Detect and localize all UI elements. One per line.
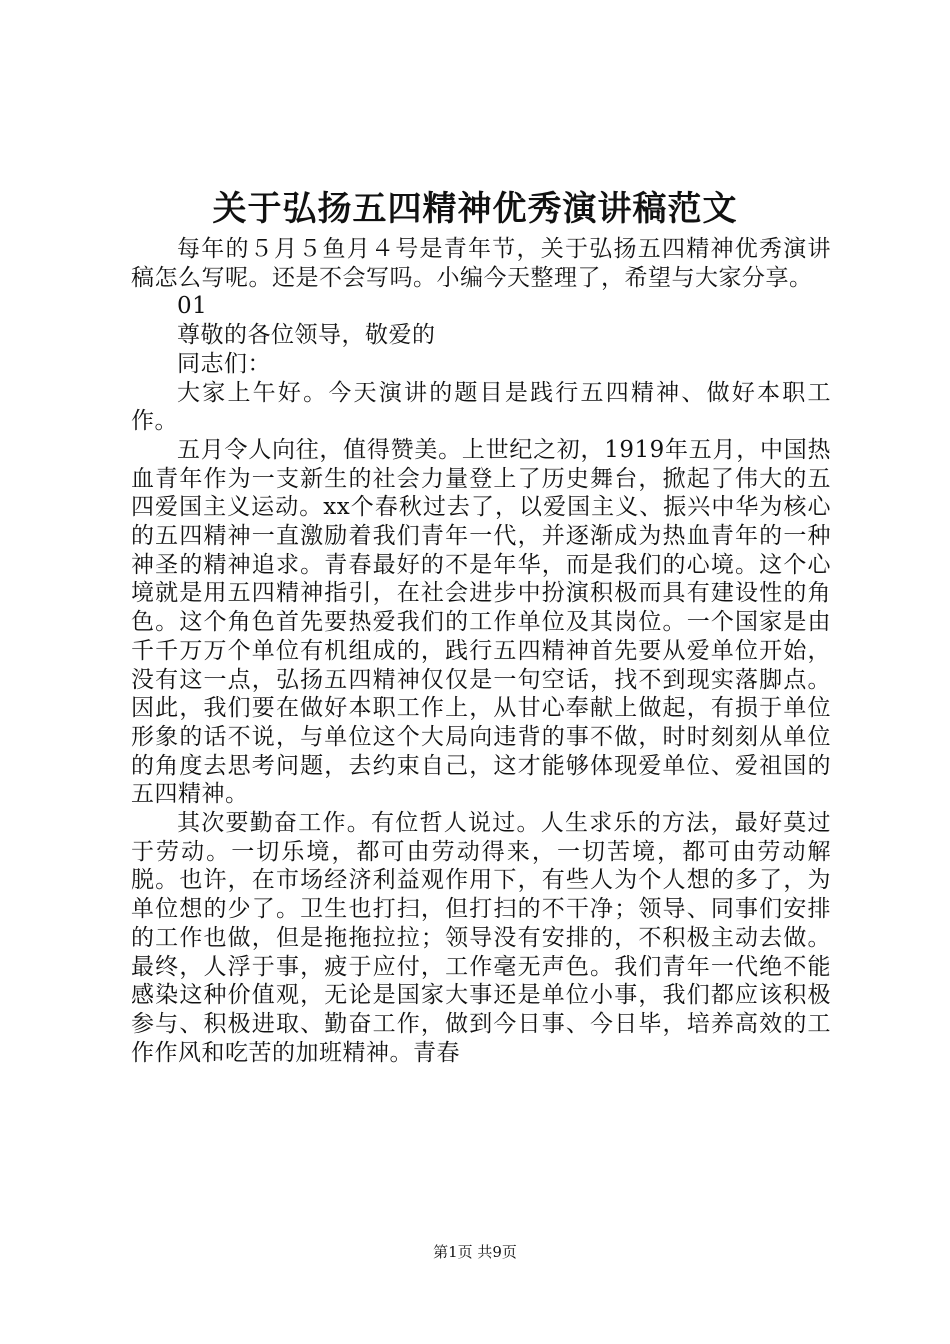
paragraph-diligence: 其次要勤奋工作。有位哲人说过。人生求乐的方法，最好莫过于劳动。一切乐境，都可由劳动得来，一切苦境，都可由劳动解脱。也许，在市场经济利益观作用下，有些人为个人想的多了，为单位想的少了。卫生也打扫，但打扫的不干净；领导、同事们安排的工作也做，但是拖拖拉拉；领导没有安排的，不积极主动去做。最终，人浮于事，疲于应付，工作毫无声色。我们青年一代绝不能感染这种价值观，无论是国家大事还是单位小事，我们都应该积极参与、积极进取、勤奋工作，做到今日事、今日毕，培养高效的工作作风和吃苦的加班精神。青春 — [131, 810, 831, 1066]
document-title: 关于弘扬五四精神优秀演讲稿范文 — [212, 189, 738, 229]
paragraph-greeting: 大家上午好。今天演讲的题目是践行五四精神、做好本职工作。 — [131, 379, 831, 435]
document-body — [131, 235, 831, 1067]
paragraph-may: 五月令人向往，值得赞美。上世纪之初，1919年五月，中国热血青年作为一支新生的社会力量登上了历史舞台，掀起了伟大的五四爱国主义运动。xx个春秋过去了，以爱国主义、振兴中华为核心的五四精神一直激励着我们青年一代，并逐渐成为热血青年的一种神圣的精神追求。青春最好的不是年华，而是我们的心境。这个心境就是用五四精神指引，在社会进步中扮演积极而具有建设性的角色。这个角色首先要热爱我们的工作单位及其岗位。一个国家是由千千万万个单位有机组成的，践行五四精神首先要从爱单位开始，没有这一点，弘扬五四精神仅仅是一句空话，找不到现实落脚点。因此，我们要在做好本职工作上，从甘心奉献上做起，有损于单位形象的话不说，与单位这个大局向违背的事不做，时时刻刻从单位的角度去思考问题，去约束自己，这才能够体现爱单位、爱祖国的五四精神。 — [131, 436, 831, 808]
paragraph-salutation-cont: 同志们： — [177, 350, 271, 377]
paragraph-intro: 每年的５月５鱼月４号是青年节，关于弘扬五四精神优秀演讲稿怎么写呢。还是不会写吗。小编今天整理了，希望与大家分享。 — [131, 236, 831, 291]
paragraph-salutation: 尊敬的各位领导，敬爱的 — [177, 322, 436, 349]
page-footer: 第1页 共9页 — [433, 1243, 517, 1261]
paragraph-section-number: 01 — [177, 293, 208, 320]
